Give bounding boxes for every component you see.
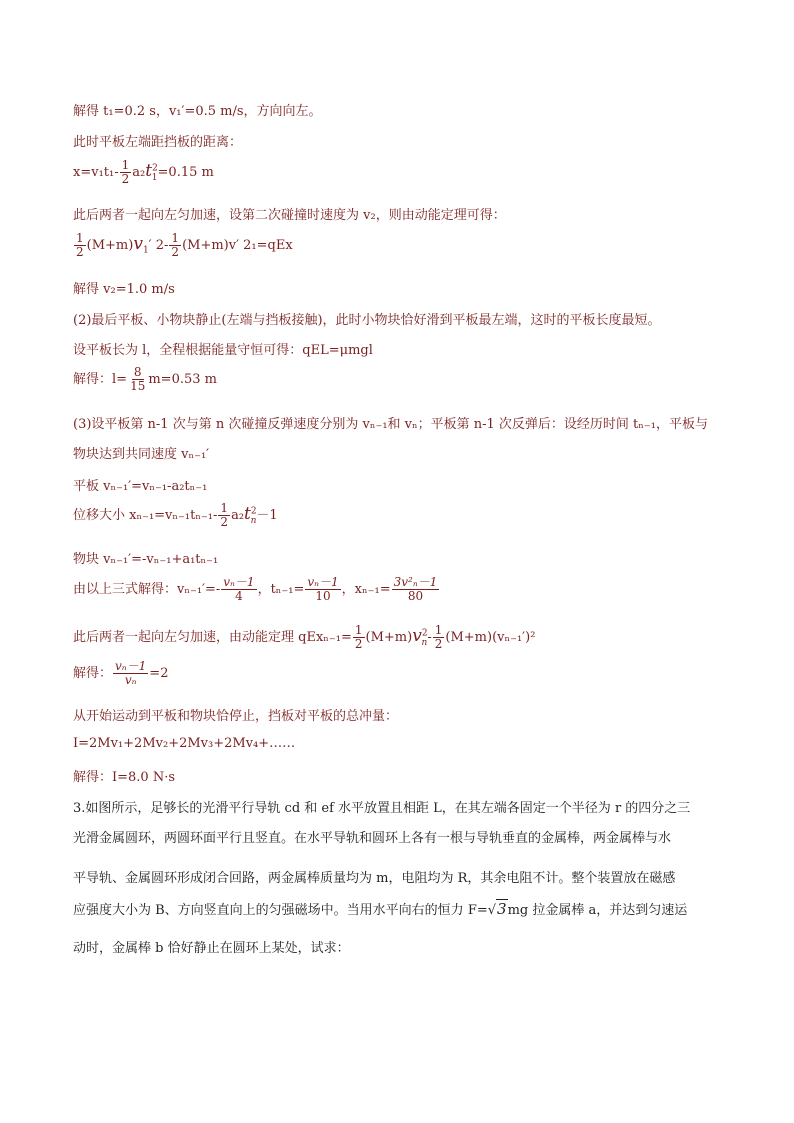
numerator: 8 (133, 365, 142, 379)
eq-variable: v (412, 626, 422, 646)
eq-text: (M+m)(vₙ₋₁′)² (445, 630, 536, 645)
impulse-solution-line: 解得：I=8.0 N·s (73, 770, 176, 785)
denominator: vₙ (124, 673, 137, 687)
fraction (305, 576, 340, 603)
problem3-line-2: 光滑金属圆环，两圆环面平行且竖直。在水平导轨和圆环上各有一根与导轨垂直的金属棒，两金属棒与水 (73, 831, 672, 846)
eq-text: 由以上三式解得：vₙ₋₁′=- (73, 582, 221, 597)
eq-text: mg 拉金属棒 a，并达到匀速运 (507, 903, 688, 918)
eq-text: (M+m) (86, 238, 134, 253)
eq-text: m=0.53 m (148, 372, 217, 387)
numerator: 1 (220, 501, 229, 515)
fraction-half (433, 624, 445, 651)
energy-theorem-n-line: 此后两者一起向左匀加速，由动能定理 qExₙ₋₁= $\frac{1}{2}$ $(M+m)v^2_n-$ $\frac{1}{2}$ (M+m)(vₙ₋₁′)² (73, 623, 536, 651)
denominator: 80 (407, 589, 424, 603)
numerator: vₙ－1 (115, 659, 147, 673)
eq-text: 此后两者一起向左匀加速，由动能定理 qExₙ₋₁= (73, 630, 352, 645)
fraction-half (218, 502, 230, 529)
eq-variable: t (145, 161, 153, 181)
eq-text: －1 (256, 508, 278, 523)
numerator: 1 (121, 158, 130, 172)
numerator: vₙ－1 (307, 575, 339, 589)
part3-line-1: (3)设平板第 n-1 次与第 n 次碰撞反弹速度分别为 vₙ₋₁和 vₙ；平板第 n-1 次反弹后：设经历时间 tₙ₋₁，平板与 (73, 417, 708, 432)
eq-text: a₂ (231, 508, 245, 523)
block-velocity-line: 物块 vₙ₋₁′=-vₙ₋₁+a₁tₙ₋₁ (73, 552, 219, 567)
fraction (392, 576, 440, 603)
part3-line-2: 物块达到共同速度 vₙ₋₁′ (73, 447, 210, 462)
fraction-half (169, 232, 181, 259)
fraction-half (353, 624, 365, 651)
denominator: 2 (76, 245, 84, 259)
eq-text: ，xₙ₋₁= (341, 582, 391, 597)
solution-line-t1: 解得 t₁=0.2 s，v₁′=0.5 m/s，方向向左。 (73, 104, 322, 119)
solution-line-v2: 解得 v₂=1.0 m/s (73, 282, 175, 297)
eq-text: =0.15 m (157, 165, 214, 180)
eq-text: 位移大小 xₙ₋₁=vₙ₋₁tₙ₋₁- (73, 508, 218, 523)
numerator: 1 (76, 231, 84, 245)
plate-velocity-line: 平板 vₙ₋₁′=vₙ₋₁-a₂tₙ₋₁ (73, 479, 208, 494)
radicand: 3 (497, 900, 507, 918)
distance-equation: x=v₁t₁- $\frac{1}{2}$ $a_2t^2_1=0.15$ m (73, 158, 214, 186)
fraction (128, 366, 147, 393)
second-collision-intro: 此后两者一起向左匀加速，设第二次碰撞时速度为 v₂，则由动能定理可得： (73, 208, 506, 223)
eq-text: 解得： (73, 666, 113, 681)
energy-theorem-equation: $\frac{1}{2}$ $(M+m)v_1'$ 2- $\frac{1}{2}$ (M+m)v′ 2₁=qEx (76, 231, 293, 259)
numerator: 3v²ₙ－1 (393, 575, 438, 589)
eq-text: x=v₁t₁- (73, 165, 119, 180)
denominator: 2 (354, 637, 363, 651)
impulse-series-line: I=2Mv₁+2Mv₂+2Mv₃+2Mv₄+…… (73, 736, 296, 751)
numerator: vₙ－1 (223, 575, 255, 589)
fraction-half (74, 232, 86, 259)
numerator: 1 (354, 623, 363, 637)
denominator: 2 (434, 637, 443, 651)
eq-text: (M+m)v′ 2₁=qEx (182, 238, 293, 253)
denominator: 10 (315, 589, 331, 603)
eq-text: ′ 2- (148, 238, 169, 253)
denominator: 2 (121, 172, 130, 186)
ratio-solution-line (73, 660, 168, 687)
displacement-line: 位移大小 xₙ₋₁=vₙ₋₁tₙ₋₁- $\frac{1}{2}$ $a_2t^2_n-1$ (73, 501, 278, 529)
numerator: 1 (171, 231, 180, 245)
eq-variable: t (244, 504, 251, 524)
part2-line: (2)最后平板、小物块静止(左端与挡板接触)，此时小物块恰好滑到平板最左端，这时的平板长度最短。 (73, 313, 661, 328)
denominator: 2 (220, 515, 229, 529)
eq-text: 解得：l= (73, 372, 128, 387)
problem3-line-1: 3.如图所示，足够长的光滑平行导轨 cd 和 ef 水平放置且相距 L，在其左端各固定一个半径为 r 的四分之三 (73, 801, 691, 816)
denominator: 2 (171, 245, 180, 259)
numerator: 1 (434, 623, 443, 637)
problem3-line-3: 平导轨、金属圆环形成闭合回路，两金属棒质量均为 m，电阻均为 R，其余电阻不计。整个装置放在磁感 (73, 871, 676, 886)
sqrt-symbol: √3 (487, 900, 507, 918)
eq-text: a₂ (132, 165, 146, 180)
three-equation-solution (73, 576, 440, 603)
denominator: 4 (235, 589, 243, 603)
eq-text: =2 (149, 666, 169, 681)
eq-variable: v (133, 234, 143, 254)
eq-text: (M+m) (365, 630, 413, 645)
eq-text: ，tₙ₋₁= (257, 582, 305, 597)
length-solution-line (73, 366, 217, 393)
fraction-ratio (113, 660, 148, 687)
total-impulse-intro: 从开始运动到平板和物块恰停止，挡板对平板的总冲量： (73, 709, 399, 724)
distance-intro-line: 此时平板左端距挡板的距离： (73, 135, 243, 150)
denominator: 15 (130, 379, 146, 393)
energy-conservation-line: 设平板长为 l，全程根据能量守恒可得：qEL=μmgl (73, 343, 373, 358)
fraction-half (120, 159, 132, 186)
problem3-line-4 (73, 899, 687, 918)
fraction (221, 576, 256, 603)
eq-text: - (427, 630, 432, 645)
problem3-line-5: 动时，金属棒 b 恰好静止在圆环上某处，试求： (73, 941, 350, 956)
eq-text: 应强度大小为 B、方向竖直向上的匀强磁场中。当用水平向右的恒力 F= (73, 903, 488, 918)
